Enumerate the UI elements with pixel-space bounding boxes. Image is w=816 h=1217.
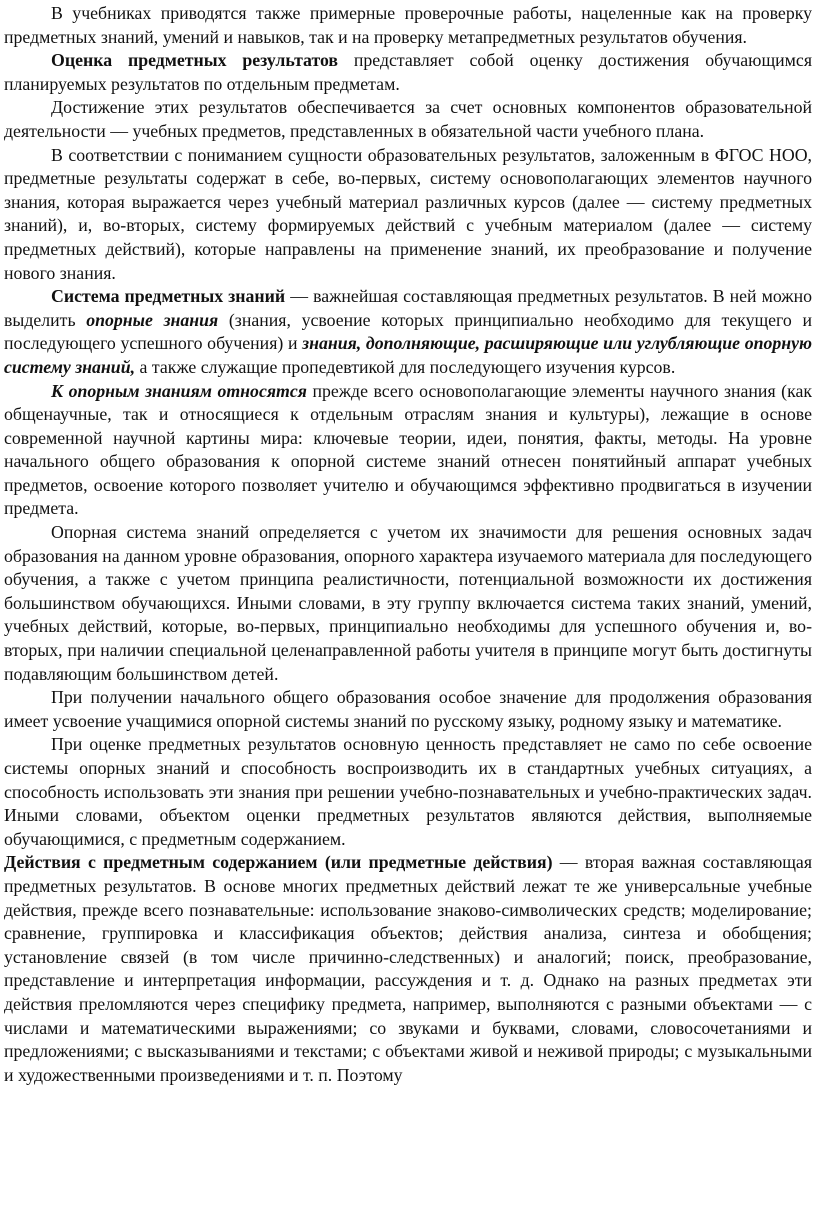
bold-italic-term-extending-knowledge: знания, дополняющие, расширяющие или углубляющие опорную систему знаний, [4,333,813,377]
paragraph-text: прежде всего основополагающие элементы научного знания (как общенаучные, так и относящиеся к отдельным отраслям знания и культуры), лежащие в основе современной научной картины мира: ключевые теории, идеи, понятия, факты, методы. На уровне начального общего образования к опорной системе знаний отнесен понятийный аппарат учебных предметов, освоение которого позволяет учителю и обучающимся эффективно продвигаться в изучении предмета. [4,380,812,519]
paragraph-text: — важнейшая составляющая предметных результатов. В ней можно выделить [4,286,813,330]
paragraph-text: При оценке предметных результатов основную ценность представляет не само по себе освоение системы опорных знаний и способность воспроизводить их в стандартных учебных ситуациях, а способность использовать эти знания при решении учебно-познавательных и учебно-практических задач. Иными словами, объектом оценки предметных результатов являются действия, выполняемые обучающимися, с предметным содержанием. [4,734,812,849]
paragraph-subject-assessment [4,49,812,96]
paragraph-textbooks [4,2,812,49]
bold-term-subject-actions: Действия с предметным содержанием (или предметные действия) [4,852,553,873]
paragraph-text: а также служащие пропедевтикой для последующего изучения курсов. [135,356,676,377]
bold-term-knowledge-system: Система предметных знаний [51,286,286,307]
bold-term-subject-assessment: Оценка предметных результатов [51,50,339,71]
paragraph-assessment-value [4,733,812,851]
paragraph-fgos [4,144,812,286]
paragraph-text: В соответствии с пониманием сущности образовательных результатов, заложенным в ФГОС НОО, предметные результаты содержат в себе, во-первых, систему основополагающих элементов научного знания, которая выражается через учебный материал различных курсов (далее — систему предметных знаний), и, во-вторых, систему формируемых действий с учебным материалом (далее — систему предметных действий), которые направлены на применение знаний, их преобразование и получение нового знания. [4,144,812,283]
paragraph-core-knowledge [4,380,812,522]
paragraph-achievement [4,96,812,143]
paragraph-core-system [4,521,812,686]
paragraph-subject-actions [4,851,812,1087]
paragraph-primary-education [4,686,812,733]
bold-italic-term-core-knowledge: опорные знания [86,309,219,330]
bold-italic-term-core-includes: К опорным знаниям относятся [51,380,307,401]
paragraph-knowledge-system [4,285,812,379]
paragraph-text: В учебниках приводятся также примерные проверочные работы, нацеленные как на проверку предметных знаний, умений и навыков, так и на проверку метапредметных результатов обучения. [4,3,812,47]
paragraph-text: представляет собой оценку достижения обучающимся планируемых результатов по отдельным предметам. [4,50,812,94]
paragraph-text: — вторая важная составляющая предметных результатов. В основе многих предметных действий лежат те же универсальные учебные действия, прежде всего познавательные: использование знаково-символических средств; моделирование; сравнение, группировка и классификация объектов; действия анализа, синтеза и обобщения; установление связей (в том числе причинно-следственных) и аналогий; поиск, преобразование, представление и интерпретация информации, рассуждения и т. д. Однако на разных предметах эти действия преломляются через специфику предмета, например, выполняются с разными объектами — с числами и математическими выражениями; со звуками и буквами, словами, словосочетаниями и предложениями; с высказываниями и текстами; с объектами живой и неживой природы; с музыкальными и художественными произведениями и т. п. Поэтому [4,852,812,1085]
paragraph-text: (знания, усвоение которых принципиально необходимо для текущего и последующего успешного обучения) и [4,309,812,354]
paragraph-text: Опорная система знаний определяется с учетом их значимости для решения основных задач образования на данном уровне образования, опорного характера изучаемого материала для последующего обучения, а также с учетом принципа реалистичности, потенциальной возможности их достижения большинством обучающихся. Иными словами, в эту группу включается система таких знаний, умений, учебных действий, которые, во-первых, принципиально необходимы для успешного обучения и, во-вторых, при наличии специальной целенаправленной работы учителя в принципе могут быть достигнуты подавляющим большинством детей. [4,522,812,684]
paragraph-text: При получении начального общего образования особое значение для продолжения образования имеет усвоение учащимися опорной системы знаний по русскому языку, родному языку и математике. [4,687,812,731]
paragraph-text: Достижение этих результатов обеспечивается за счет основных компонентов образовательной деятельности — учебных предметов, представленных в обязательной части учебного плана. [4,97,812,141]
